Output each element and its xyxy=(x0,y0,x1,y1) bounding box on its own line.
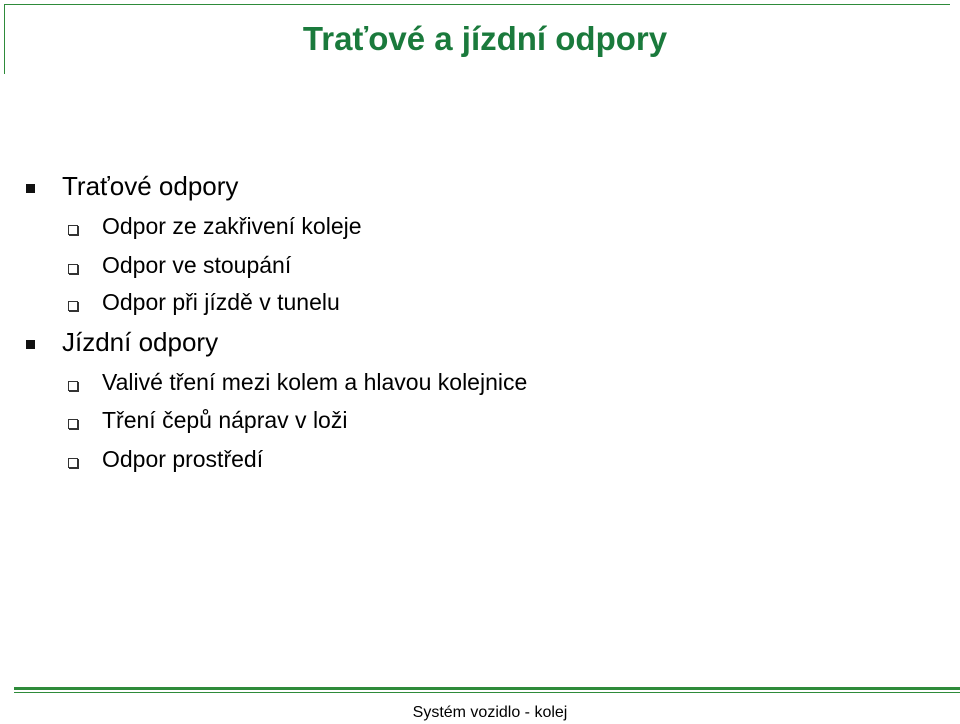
square-bullet-icon xyxy=(26,340,35,349)
footer-rule-thin xyxy=(14,692,960,693)
list-item: Tření čepů náprav v loži xyxy=(102,407,348,433)
footer-rule xyxy=(14,687,960,690)
frame-top-rule xyxy=(4,4,950,5)
checkbox-bullet-icon xyxy=(68,225,78,235)
footer-text: Systém vozidlo - kolej xyxy=(412,704,568,721)
checkbox-bullet-icon xyxy=(68,458,78,468)
slide-title: Traťové a jízdní odpory xyxy=(302,20,668,57)
list-item: Odpor při jízdě v tunelu xyxy=(102,289,340,315)
checkbox-bullet-icon xyxy=(68,301,78,311)
checkbox-bullet-icon xyxy=(68,264,78,274)
section-heading: Traťové odpory xyxy=(62,171,239,201)
list-item: Odpor ze zakřivení koleje xyxy=(102,213,362,239)
section-heading: Jízdní odpory xyxy=(62,327,219,357)
checkbox-bullet-icon xyxy=(68,381,78,391)
square-bullet-icon xyxy=(26,184,35,193)
list-item: Valivé tření mezi kolem a hlavou kolejnice xyxy=(102,369,528,395)
list-item: Odpor ve stoupání xyxy=(102,252,292,278)
list-item: Odpor prostředí xyxy=(102,446,264,472)
checkbox-bullet-icon xyxy=(68,419,78,429)
